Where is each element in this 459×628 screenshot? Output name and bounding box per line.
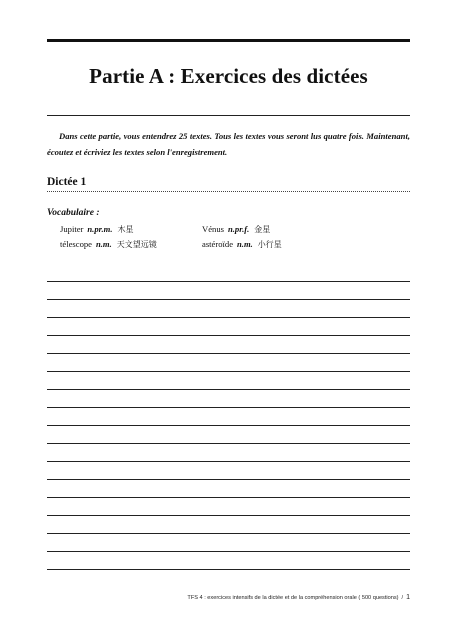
vocabulary-word: astéroïde — [202, 239, 234, 249]
vocabulary-translation: 金星 — [254, 225, 271, 234]
answer-line[interactable] — [47, 461, 410, 462]
vocabulary-word: Vénus — [202, 224, 224, 234]
answer-line[interactable] — [47, 389, 410, 390]
vocabulary-translation: 天文望远镜 — [116, 240, 157, 249]
answer-line[interactable] — [47, 533, 410, 534]
answer-line[interactable] — [47, 353, 410, 354]
answer-line[interactable] — [47, 371, 410, 372]
vocabulary-translation: 小行星 — [257, 240, 282, 249]
footer-separator: / — [401, 595, 404, 601]
answer-line[interactable] — [47, 497, 410, 498]
top-rule — [47, 39, 410, 42]
answer-line[interactable] — [47, 407, 410, 408]
vocabulary-word: Jupiter — [60, 224, 84, 234]
vocabulary-pos: n.pr.m. — [87, 224, 113, 234]
vocabulary-pos: n.m. — [237, 239, 253, 249]
section-rule — [47, 191, 410, 192]
vocabulary-pos: n.pr.f. — [227, 224, 250, 234]
vocabulary-item — [60, 239, 157, 250]
answer-line[interactable] — [47, 479, 410, 480]
vocabulary-item — [202, 224, 270, 235]
instructions-paragraph: Dans cette partie, vous entendrez 25 textes. Tous les textes vous seront lus quatre fois. Maintenant, écoutez et écriviez les textes selon l'enregistrement. — [47, 131, 410, 157]
answer-line[interactable] — [47, 425, 410, 426]
vocabulary-item — [60, 224, 133, 235]
section-title: Dictée 1 — [47, 176, 87, 188]
answer-line[interactable] — [47, 335, 410, 336]
answer-line[interactable] — [47, 443, 410, 444]
answer-line[interactable] — [47, 515, 410, 516]
vocabulary-item — [202, 239, 282, 250]
page-number: 1 — [406, 594, 410, 601]
footer — [0, 594, 410, 601]
page-title: Partie A : Exercices des dictées — [89, 64, 368, 88]
answer-line[interactable] — [47, 569, 410, 570]
title-rule — [47, 115, 410, 116]
answer-line[interactable] — [47, 299, 410, 300]
vocabulary-word: télescope — [60, 239, 92, 249]
vocabulary-pos: n.m. — [95, 239, 112, 249]
answer-line[interactable] — [47, 281, 410, 282]
vocabulary-heading: Vocabulaire : — [47, 208, 100, 218]
answer-line[interactable] — [47, 551, 410, 552]
vocabulary-translation: 木星 — [117, 225, 134, 234]
footer-text: TFS 4 : exercices intensifs de la dictée et de la compréhension orale ( 500 questions) — [187, 595, 399, 601]
answer-line[interactable] — [47, 317, 410, 318]
